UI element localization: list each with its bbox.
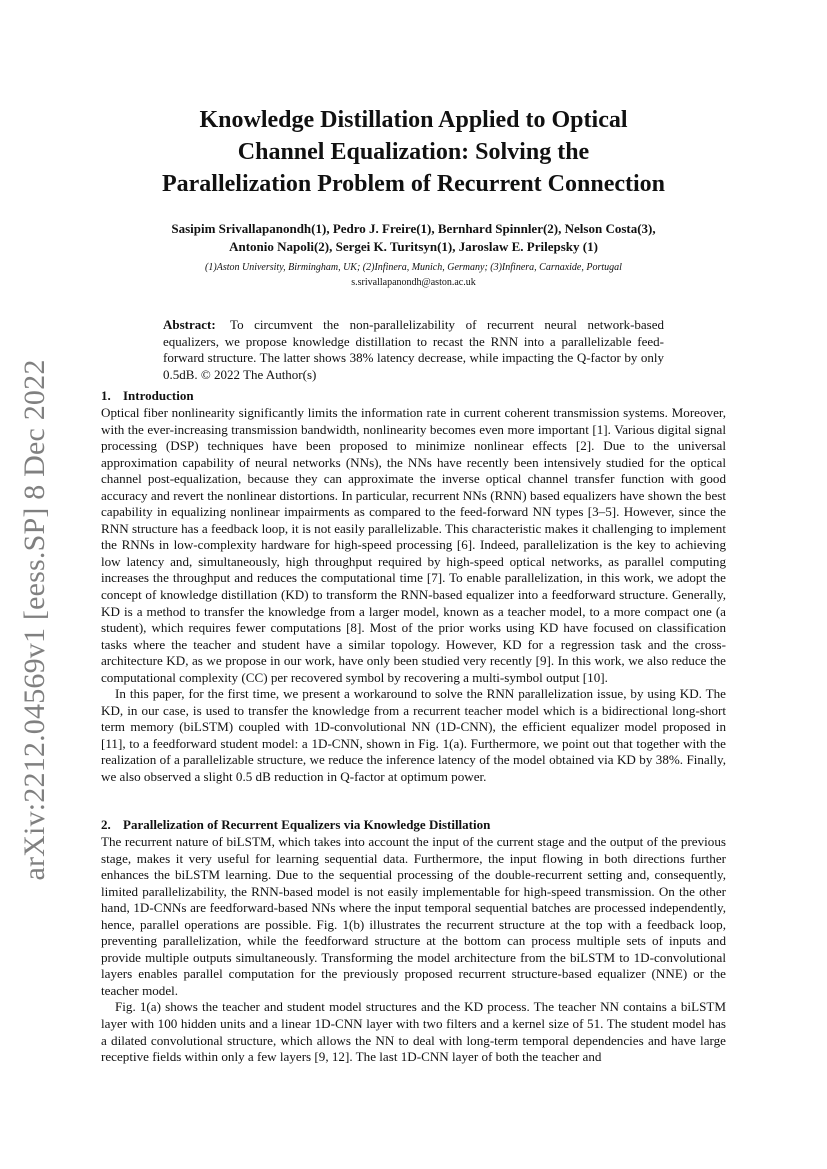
abstract-label: Abstract: [163,317,216,332]
author-line: Sasipim Srivallapanondh(1), Pedro J. Freire(1), Bernhard Spinnler(2), Nelson Costa(3), [171,221,656,236]
author-line: Antonio Napoli(2), Sergei K. Turitsyn(1), Jaroslaw E. Prilepsky (1) [229,239,598,254]
author-list [100,220,727,256]
section-number: 2. [101,817,111,832]
section-title: Introduction [123,388,194,403]
arxiv-side-stamp [10,360,60,880]
section-heading [101,388,194,404]
section-body [101,405,726,786]
contact-email: s.srivallapanondh@aston.ac.uk [351,277,476,288]
section-title: Parallelization of Recurrent Equalizers via Knowledge Distillation [123,817,491,832]
title-line: Channel Equalization: Solving the [237,139,590,165]
title-line: Parallelization Problem of Recurrent Connection [161,171,665,197]
paper-title [100,104,727,200]
section-number: 1. [101,388,111,403]
arxiv-identifier: arXiv:2212.04569v1 [eess.SP] 8 Dec 2022 [18,359,51,881]
paragraph: Fig. 1(a) shows the teacher and student model structures and the KD process. The teacher NN contains a biLSTM layer with 100 hidden units and a linear 1D-CNN layer with two filters and a kernel size of 51. The student model has a dilated convolutional structure, which allows the NN to deal with long-term temporal dependencies and have large receptive fields within only a few layers [9, 12]. The last 1D-CNN layer of both the teacher and [101,999,726,1065]
paragraph: The recurrent nature of biLSTM, which takes into account the input of the current stage and the output of the previous stage, makes it very useful for learning sequential data. Furthermore, the input flowing in both directions further enhances the biLSTM learning. Due to the sequential processing of the double-recurrent setting and, consequently, limited parallelizability, the RNN-based model is not easily implementable for high-speed transmission. On the other hand, 1D-CNNs are feedforward-based NNs where the input temporal sequential batches are processed independently, hence, parallel operations are possible. Fig. 1(b) illustrates the recurrent structure at the top with a feedback loop, preventing parallelization, while the feedforward structure at the bottom can process multiple sets of inputs and provide multiple outputs simultaneously. Transforming the model architecture from the biLSTM to 1D-convolutional layers enables parallel computation for the previously proposed recurrent structure-based equalizer (NNE) or the teacher model. [101,834,726,998]
section-heading [101,817,490,833]
affiliations: (1)Aston University, Birmingham, UK; (2)Infinera, Munich, Germany; (3)Infinera, Carnaxide, Portugal [205,262,622,273]
abstract-block [163,317,664,383]
title-line: Knowledge Distillation Applied to Optical [199,107,628,133]
abstract-text: To circumvent the non-parallelizability of recurrent neural network-based equalizers, we propose knowledge distillation to recast the RNN into a parallelizable feed-forward structure. The latter shows 38% latency decrease, while impacting the Q-factor by only 0.5dB. © 2022 The Author(s) [163,317,664,382]
paragraph: Optical fiber nonlinearity significantly limits the information rate in current coherent transmission systems. Moreover, with the ever-increasing transmission bandwidth, nonlinearity becomes even more important [1]. Various digital signal processing (DSP) techniques have been proposed to minimize nonlinear effects [2]. Due to the universal approximation capability of neural networks (NNs), the NNs have recently been intensively studied for the optical channel post-equalization, because they can approximate the inverse optical channel transfer function with good accuracy and revert the nonlinear distortions. In particular, recurrent NNs (RNN) based equalizers have shown the best capability in equalizing nonlinear impairments as compared to the feed-forward NN types [3–5]. However, since the RNN structure has a feedback loop, it is not easily parallelizable. This characteristic makes it challenging to implement the RNNs in low-complexity hardware for high-speed processing [6]. Indeed, parallelization is the key to achieving low latency and, simultaneously, high throughput required by high-speed optical networks, as parallel computing increases the throughput and reduces the computational time [7]. To enable parallelization, in this work, we adopt the concept of knowledge distillation (KD) to transform the RNN-based equalizer into a feedforward structure. Generally, KD is a method to transfer the knowledge from a larger model, known as a teacher model, to a more compact one (a student), which requires fewer computations [8]. Most of the prior works using KD have focused on classification tasks where the teacher and student have a similar topology. However, KD for a regression task and the cross-architecture KD, as we propose in our work, have only been studied very recently [9]. In this work, we also reduce the computational complexity (CC) per recovered symbol by recovering a multi-symbol output [10]. [101,405,726,685]
section-body [101,834,726,1066]
paragraph: In this paper, for the first time, we present a workaround to solve the RNN parallelization issue, by using KD. The KD, in our case, is used to transfer the knowledge from a recurrent teacher model which is a bidirectional long-short term memory (biLSTM) coupled with 1D-convolutional NN (1D-CNN), the efficient equalizer model proposed in [11], to a feedforward student model: a 1D-CNN, shown in Fig. 1(a). Furthermore, we point out that together with the realization of a parallelizable structure, we reduce the inference latency of the model obtained via KD by 38%. Finally, we also observed a slight 0.5 dB reduction in Q-factor at optimum power. [101,686,726,785]
